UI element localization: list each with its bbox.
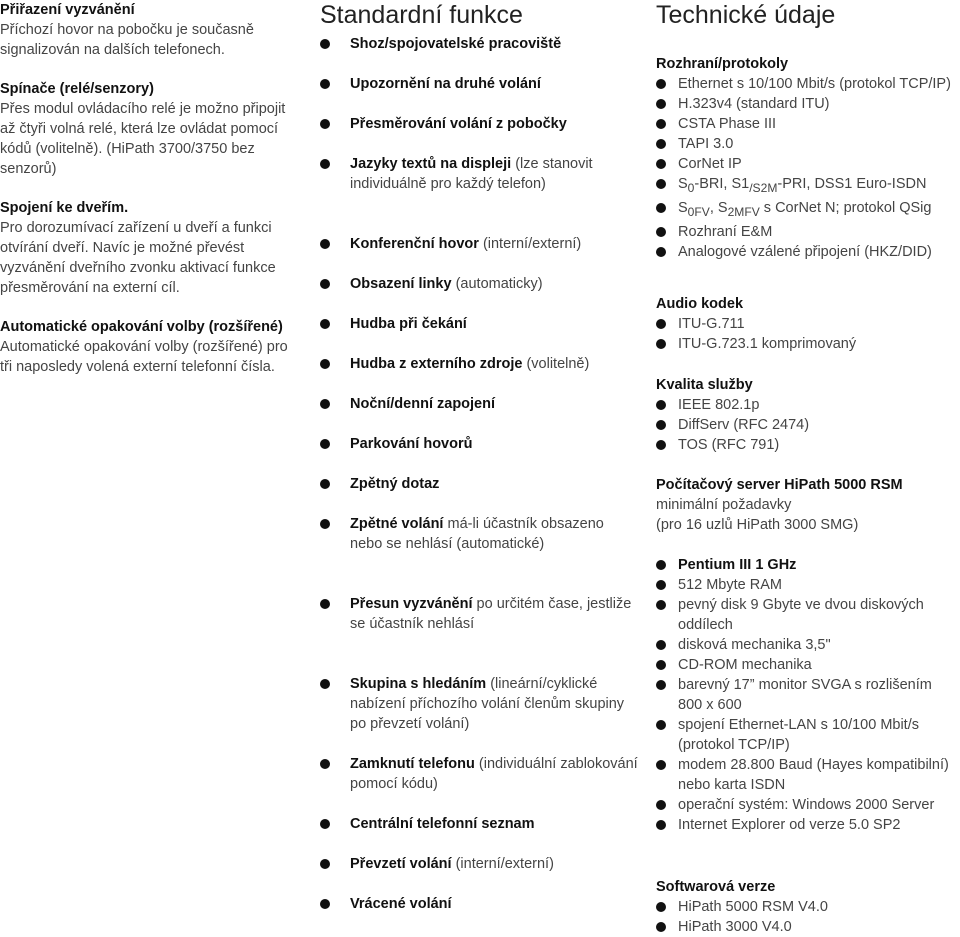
feature-detail: (automaticky) xyxy=(455,276,543,292)
feature-item xyxy=(320,394,640,414)
feature-item xyxy=(320,894,640,914)
feature-item xyxy=(320,474,640,494)
list-item: DiffServ (RFC 2474) xyxy=(656,415,956,435)
list-item: $S_{0FV}$, $S_{2MFV}$ s CorNet N; protokol QSig xyxy=(656,198,956,222)
bullet-icon xyxy=(656,227,666,237)
bullet-icon xyxy=(656,922,666,932)
feature-detail: po určitém čase, jestliže se účastník nehlásí xyxy=(350,596,632,632)
server-heading: Počítačový server HiPath 5000 RSM xyxy=(656,477,903,493)
feature-item xyxy=(320,434,640,454)
bullet-icon xyxy=(656,203,666,213)
feature-name: Přesměrování volání z pobočky xyxy=(350,116,567,132)
feature-detail: (interní/externí) xyxy=(482,236,582,252)
list-item: CSTA Phase III xyxy=(656,114,956,134)
list-item: Ethernet s 10/100 Mbit/s (protokol TCP/IP) xyxy=(656,74,956,94)
feature-item xyxy=(320,814,640,834)
bullet-icon xyxy=(656,902,666,912)
feature-item xyxy=(320,674,640,734)
list-item: $S_0$-BRI, $S1_{/S2M}$-PRI, DSS1 Euro-ISDN xyxy=(656,174,956,198)
list-item: Analogové vzálené připojení (HKZ/DID) xyxy=(656,242,956,262)
left-column xyxy=(0,0,300,396)
feature-name: Jazyky textů na displeji xyxy=(350,156,512,172)
audio-block xyxy=(656,294,956,354)
list-item: H.323v4 (standard ITU) xyxy=(656,94,956,114)
bullet-icon xyxy=(320,119,330,129)
list-item: Internet Explorer od verze 5.0 SP2 xyxy=(656,815,956,835)
bullet-icon xyxy=(320,859,330,869)
interfaces-heading: Rozhraní/protokoly xyxy=(656,56,789,72)
feature-detail: má-li účastník obsazeno nebo se nehlásí (automatické) xyxy=(350,516,604,552)
feature-name: Shoz/spojovatelské pracoviště xyxy=(350,36,562,52)
feature-name: Hudba při čekání xyxy=(350,316,467,332)
feature-name: Konferenční hovor xyxy=(350,236,479,252)
qos-heading: Kvalita služby xyxy=(656,377,753,393)
list-item: Rozhraní E&M xyxy=(656,222,956,242)
bullet-icon xyxy=(320,519,330,529)
bullet-icon xyxy=(656,580,666,590)
bullet-icon xyxy=(320,239,330,249)
list-item: operační systém: Windows 2000 Server xyxy=(656,795,956,815)
bullet-icon xyxy=(320,599,330,609)
bullet-icon xyxy=(656,660,666,670)
bullet-icon xyxy=(656,99,666,109)
bullet-icon xyxy=(656,159,666,169)
feature-item xyxy=(320,354,640,374)
list-item: spojení Ethernet-LAN s 10/100 Mbit/s (protokol TCP/IP) xyxy=(656,715,956,755)
server-subtitle-2: (pro 16 uzlů HiPath 3000 SMG) xyxy=(656,517,859,533)
section-heading: Spínače (relé/senzory) xyxy=(0,81,154,97)
software-heading: Softwarová verze xyxy=(656,879,776,895)
section-text: Příchozí hovor na pobočku je současně signalizován na dalších telefonech. xyxy=(0,22,254,58)
list-item: 512 Mbyte RAM xyxy=(656,575,956,595)
audio-heading: Audio kodek xyxy=(656,296,744,312)
bullet-icon xyxy=(320,399,330,409)
bullet-icon xyxy=(656,640,666,650)
feature-name: Parkování hovorů xyxy=(350,436,473,452)
feature-name: Hudba z externího zdroje xyxy=(350,356,523,372)
feature-name: Převzetí volání xyxy=(350,856,452,872)
interfaces-list xyxy=(656,74,956,262)
bullet-icon xyxy=(320,279,330,289)
server-block xyxy=(656,475,956,835)
feature-name: Skupina s hledáním xyxy=(350,676,487,692)
bullet-icon xyxy=(656,760,666,770)
feature-name: Přesun vyzvánění xyxy=(350,596,473,612)
section-text: Přes modul ovládacího relé je možno připojit až čtyři volná relé, která lze ovládat pomocí kódů (volitelně). (HiPath 3700/3750 bez senzorů) xyxy=(0,101,286,177)
list-item: IEEE 802.1p xyxy=(656,395,956,415)
technical-data-title: Technické údaje xyxy=(656,1,836,29)
bullet-icon xyxy=(320,39,330,49)
bullet-icon xyxy=(320,79,330,89)
qos-block xyxy=(656,375,956,455)
bullet-icon xyxy=(656,600,666,610)
interfaces-block xyxy=(656,54,956,262)
section-text: Automatické opakování volby (rozšířené) pro tři naposledy volená externí telefonní čísla. xyxy=(0,339,288,375)
section-switches xyxy=(0,79,300,179)
list-item: pevný disk 9 Gbyte ve dvou diskových oddílech xyxy=(656,595,956,635)
qos-list xyxy=(656,395,956,455)
feature-name: Upozornění na druhé volání xyxy=(350,76,541,92)
list-item: modem 28.800 Baud (Hayes kompatibilní) nebo karta ISDN xyxy=(656,755,956,795)
feature-item xyxy=(320,234,640,254)
bullet-icon xyxy=(656,119,666,129)
middle-column xyxy=(320,0,640,912)
bullet-icon xyxy=(656,319,666,329)
bullet-icon xyxy=(656,800,666,810)
feature-name: Vrácené volání xyxy=(350,896,452,912)
section-text: Pro dorozumívací zařízení u dveří a funkci otvírání dveří. Navíc je možné převést vyzvánění dveřního zvonku aktivací funkce přesměrování na externí cíl. xyxy=(0,220,276,296)
bullet-icon xyxy=(320,319,330,329)
feature-item xyxy=(320,34,640,54)
feature-item xyxy=(320,514,640,554)
feature-name: Obsazení linky xyxy=(350,276,452,292)
section-heading: Automatické opakování volby (rozšířené) xyxy=(0,319,283,335)
feature-item xyxy=(320,594,640,634)
list-item: barevný 17” monitor SVGA s rozlišením 800 x 600 xyxy=(656,675,956,715)
section-heading: Spojení ke dveřím. xyxy=(0,200,129,216)
list-item: TAPI 3.0 xyxy=(656,134,956,154)
feature-detail: (interní/externí) xyxy=(455,856,554,872)
bullet-icon xyxy=(656,179,666,189)
right-column xyxy=(656,0,956,935)
bullet-icon xyxy=(656,247,666,257)
section-door xyxy=(0,198,300,298)
feature-name: Centrální telefonní seznam xyxy=(350,816,535,832)
bullet-icon xyxy=(320,159,330,169)
bullet-icon xyxy=(656,440,666,450)
feature-name: Noční/denní zapojení xyxy=(350,396,496,412)
feature-detail: (lineární/cyklické nabízení příchozího volání členům skupiny po převzetí volání) xyxy=(350,676,625,732)
feature-item xyxy=(320,754,640,794)
feature-name: Zpětné volání xyxy=(350,516,444,532)
feature-detail: (lze stanovit individuálně pro každý telefon) xyxy=(350,156,593,192)
audio-list xyxy=(656,314,956,354)
list-item: CD-ROM mechanika xyxy=(656,655,956,675)
bullet-icon xyxy=(320,359,330,369)
bullet-icon xyxy=(656,820,666,830)
section-heading: Přiřazení vyzvánění xyxy=(0,2,135,18)
list-item: disková mechanika 3,5" xyxy=(656,635,956,655)
feature-item xyxy=(320,154,640,194)
software-block xyxy=(656,877,956,937)
server-subtitle: minimální požadavky xyxy=(656,497,792,513)
list-item: HiPath 3000 V4.0 xyxy=(656,917,956,937)
feature-name: Zamknutí telefonu xyxy=(350,756,475,772)
bullet-icon xyxy=(320,439,330,449)
list-item: Pentium III 1 GHz xyxy=(656,555,956,575)
bullet-icon xyxy=(656,79,666,89)
bullet-icon xyxy=(320,899,330,909)
list-item: TOS (RFC 791) xyxy=(656,435,956,455)
bullet-icon xyxy=(656,680,666,690)
server-list xyxy=(656,555,956,835)
bullet-icon xyxy=(656,420,666,430)
section-call-assignment xyxy=(0,0,300,60)
list-item: HiPath 5000 RSM V4.0 xyxy=(656,897,956,917)
feature-item xyxy=(320,274,640,294)
section-redial xyxy=(0,317,300,377)
feature-item xyxy=(320,854,640,874)
feature-detail: (volitelně) xyxy=(526,356,590,372)
bullet-icon xyxy=(656,139,666,149)
bullet-icon xyxy=(320,479,330,489)
standard-features-title: Standardní funkce xyxy=(320,1,523,29)
feature-item xyxy=(320,74,640,94)
bullet-icon xyxy=(320,759,330,769)
feature-name: Zpětný dotaz xyxy=(350,476,440,492)
bullet-icon xyxy=(656,400,666,410)
bullet-icon xyxy=(656,560,666,570)
list-item: CorNet IP xyxy=(656,154,956,174)
feature-item xyxy=(320,114,640,134)
software-list xyxy=(656,897,956,937)
list-item: ITU-G.711 xyxy=(656,314,956,334)
bullet-icon xyxy=(656,339,666,349)
bullet-icon xyxy=(320,679,330,689)
bullet-icon xyxy=(320,819,330,829)
feature-item xyxy=(320,314,640,334)
feature-detail: (individuální zablokování pomocí kódu) xyxy=(350,756,638,792)
list-item: ITU-G.723.1 komprimovaný xyxy=(656,334,956,354)
bullet-icon xyxy=(656,720,666,730)
